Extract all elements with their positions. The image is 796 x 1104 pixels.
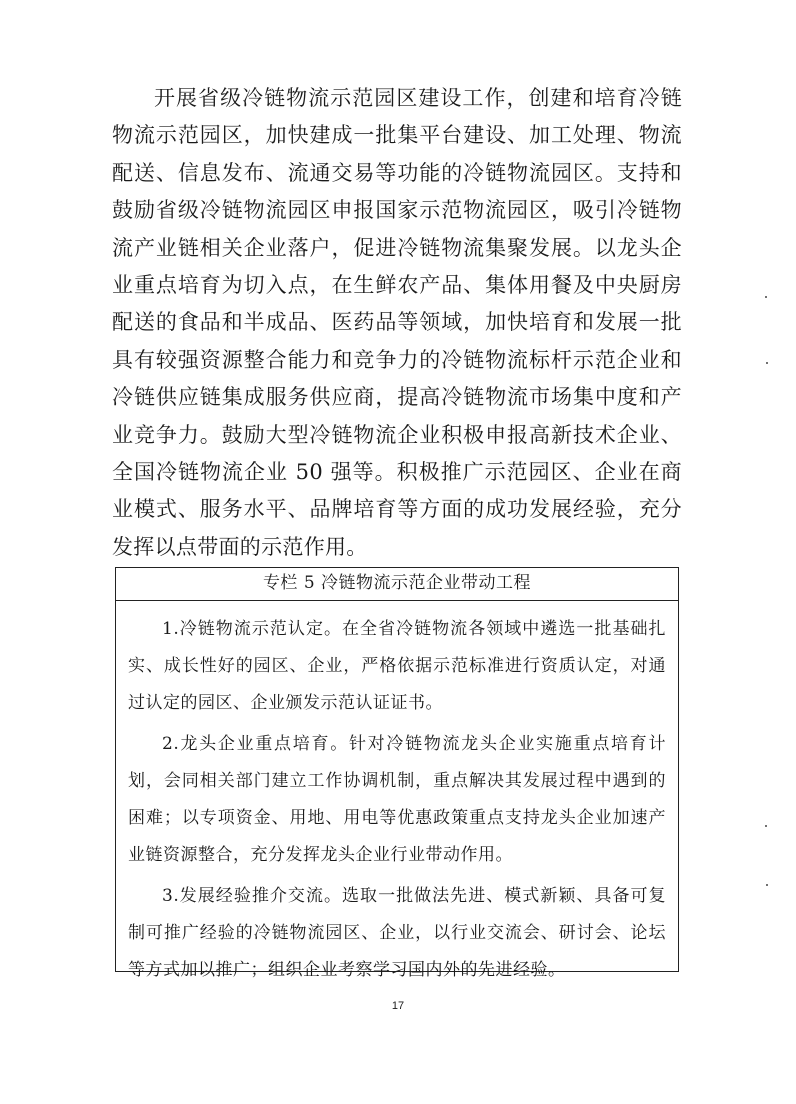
feature-box [115, 567, 679, 980]
feature-box-title: 专栏 5 冷链物流示范企业带动工程 [116, 568, 678, 601]
scan-speck [765, 296, 767, 298]
scan-speck [766, 884, 768, 886]
feature-box-item-1: 1.冷链物流示范认定。在全省冷链物流各领域中遴选一批基础扎实、成长性好的园区、企业，严格依据示范标准进行资质认定，对通过认定的园区、企业颁发示范认证证书。 [128, 619, 666, 713]
scan-speck [766, 362, 768, 364]
feature-box-item-3: 3.发展经验推介交流。选取一批做法先进、模式新颖、具备可复制可推广经验的冷链物流园区、企业，以行业交流会、研讨会、论坛等方式加以推广；组织企业考察学习国内外的先进经验。 [128, 886, 666, 980]
feature-box-body [116, 601, 678, 989]
page-number: 17 [391, 1000, 405, 1012]
body-paragraph: 开展省级冷链物流示范园区建设工作，创建和培育冷链物流示范园区，加快建成一批集平台建设、加工处理、物流配送、信息发布、流通交易等功能的冷链物流园区。支持和鼓励省级冷链物流园区申报国家示范物流园区，吸引冷链物流产业链相关企业落户，促进冷链物流集聚发展。以龙头企业重点培育为切入点，在生鲜农产品、集体用餐及中央厨房配送的食品和半成品、医药品等领域，加快培育和发展一批具有较强资源整合能力和竞争力的冷链物流标杆示范企业和冷链供应链集成服务供应商，提高冷链物流市场集中度和产业竞争力。鼓励大型冷链物流企业积极申报高新技术企业、全国冷链物流企业 50 强等。积极推广示范园区、企业在商业模式、服务水平、品牌培育等方面的成功发展经验，充分发挥以点带面的示范作用。 [112, 86, 682, 559]
feature-box-item-2: 2.龙头企业重点培育。针对冷链物流龙头企业实施重点培育计划，会同相关部门建立工作协调机制，重点解决其发展过程中遇到的困难；以专项资金、用地、用电等优惠政策重点支持龙头企业加速产业链资源整合，充分发挥龙头企业行业带动作用。 [128, 734, 666, 865]
scan-speck [765, 825, 767, 827]
